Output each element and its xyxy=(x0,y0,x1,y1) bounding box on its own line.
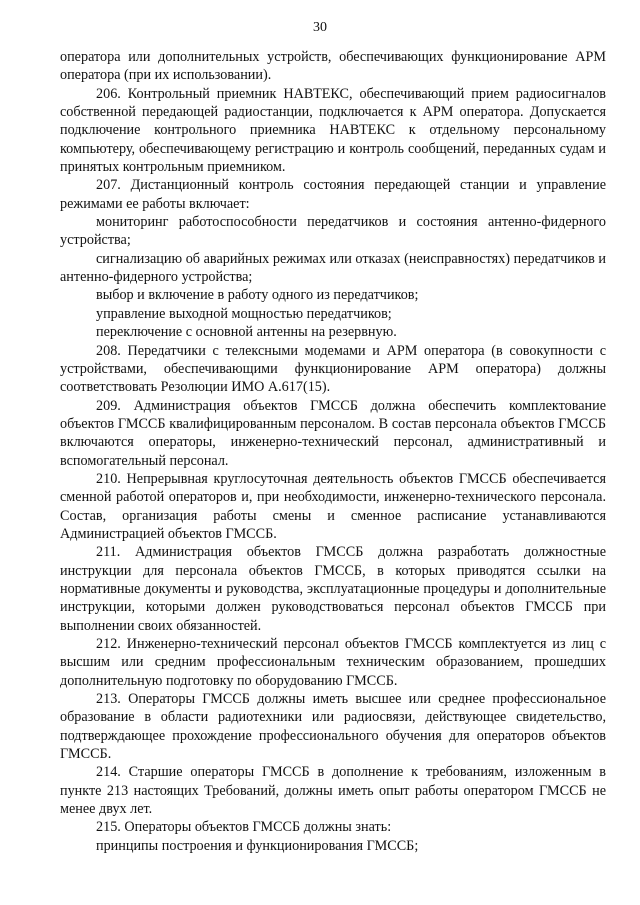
list-item-power: управление выходной мощностью передатчиков; xyxy=(96,305,392,322)
paragraph-207: 207. Дистанционный контроль состояния передающей станции и управление режимами ее работы включает: xyxy=(60,177,606,212)
list-item-antenna: переключение с основной антенны на резервную. xyxy=(96,324,397,341)
list-item-monitoring: мониторинг работоспособности передатчиков и состояния антенно-фидерного устройства; xyxy=(60,214,606,249)
paragraph-208: 208. Передатчики с телексными модемами и АРМ оператора (в совокупности с устройствами, обеспечивающими функционирование АРМ оператора) должны соответствовать Резолюции ИМО А.617(15). xyxy=(60,342,606,396)
paragraph-209: 209. Администрация объектов ГМССБ должна обеспечить комплектование объектов ГМССБ квалифицированным персоналом. В состав персонала объектов ГМССБ включаются операторы, инженерно-технический персонал, административный и вспомогательный персонал. xyxy=(60,397,606,469)
page-number: 30 xyxy=(313,20,327,35)
paragraph-212: 212. Инженерно-технический персонал объектов ГМССБ комплектуется из лиц с высшим или средним профессиональным техническим образованием, прошедших дополнительную подготовку по оборудованию ГМССБ. xyxy=(60,636,606,689)
document-body xyxy=(60,48,606,855)
paragraph-206: 206. Контрольный приемник НАВТЕКС, обеспечивающий прием радиосигналов собственной передающей радиостанции, подключается к АРМ оператора. Допускается подключение контрольного приемника НАВТЕКС к отдельному персональному компьютеру, обеспечивающему регистрацию и контроль сообщений, переданных судам и принятых контрольным приемником. xyxy=(60,85,606,176)
list-item-principles: принципы построения и функционирования ГМССБ; xyxy=(96,837,419,854)
paragraph-213: 213. Операторы ГМССБ должны иметь высшее или среднее профессиональное образование в области радиотехники или радиосвязи, действующее свидетельство, подтверждающее прохождение профессионального обучения для операторов объектов ГМССБ. xyxy=(60,691,606,763)
paragraph-continuation: оператора или дополнительных устройств, обеспечивающих функционирование АРМ оператора (при их использовании). xyxy=(60,49,606,84)
list-item-alarm: сигнализацию об аварийных режимах или отказах (неисправностях) передатчиков и антенно-фидерного устройства; xyxy=(60,250,606,286)
paragraph-215: 215. Операторы объектов ГМССБ должны знать: xyxy=(96,819,392,836)
paragraph-214: 214. Старшие операторы ГМССБ в дополнение к требованиям, изложенным в пункте 213 настоящих Требований, должны иметь опыт работы оператором ГМССБ не менее двух лет. xyxy=(60,764,606,818)
paragraph-211: 211. Администрация объектов ГМССБ должна разработать должностные инструкции для персонала объектов ГМССБ, в которых приводятся ссылки на нормативные документы и руководства, эксплуатационные процедуры и дополнительные инструкции, которыми должен руководствоваться персонал объектов ГМССБ при выполнении своих обязанностей. xyxy=(60,544,606,634)
paragraph-210: 210. Непрерывная круглосуточная деятельность объектов ГМССБ обеспечивается сменной работой операторов и, при необходимости, инженерно-технического персонала. Состав, организация работы смены и сменное расписание устанавливаются Администрацией объектов ГМССБ. xyxy=(60,470,606,542)
list-item-selection: выбор и включение в работу одного из передатчиков; xyxy=(96,287,419,304)
